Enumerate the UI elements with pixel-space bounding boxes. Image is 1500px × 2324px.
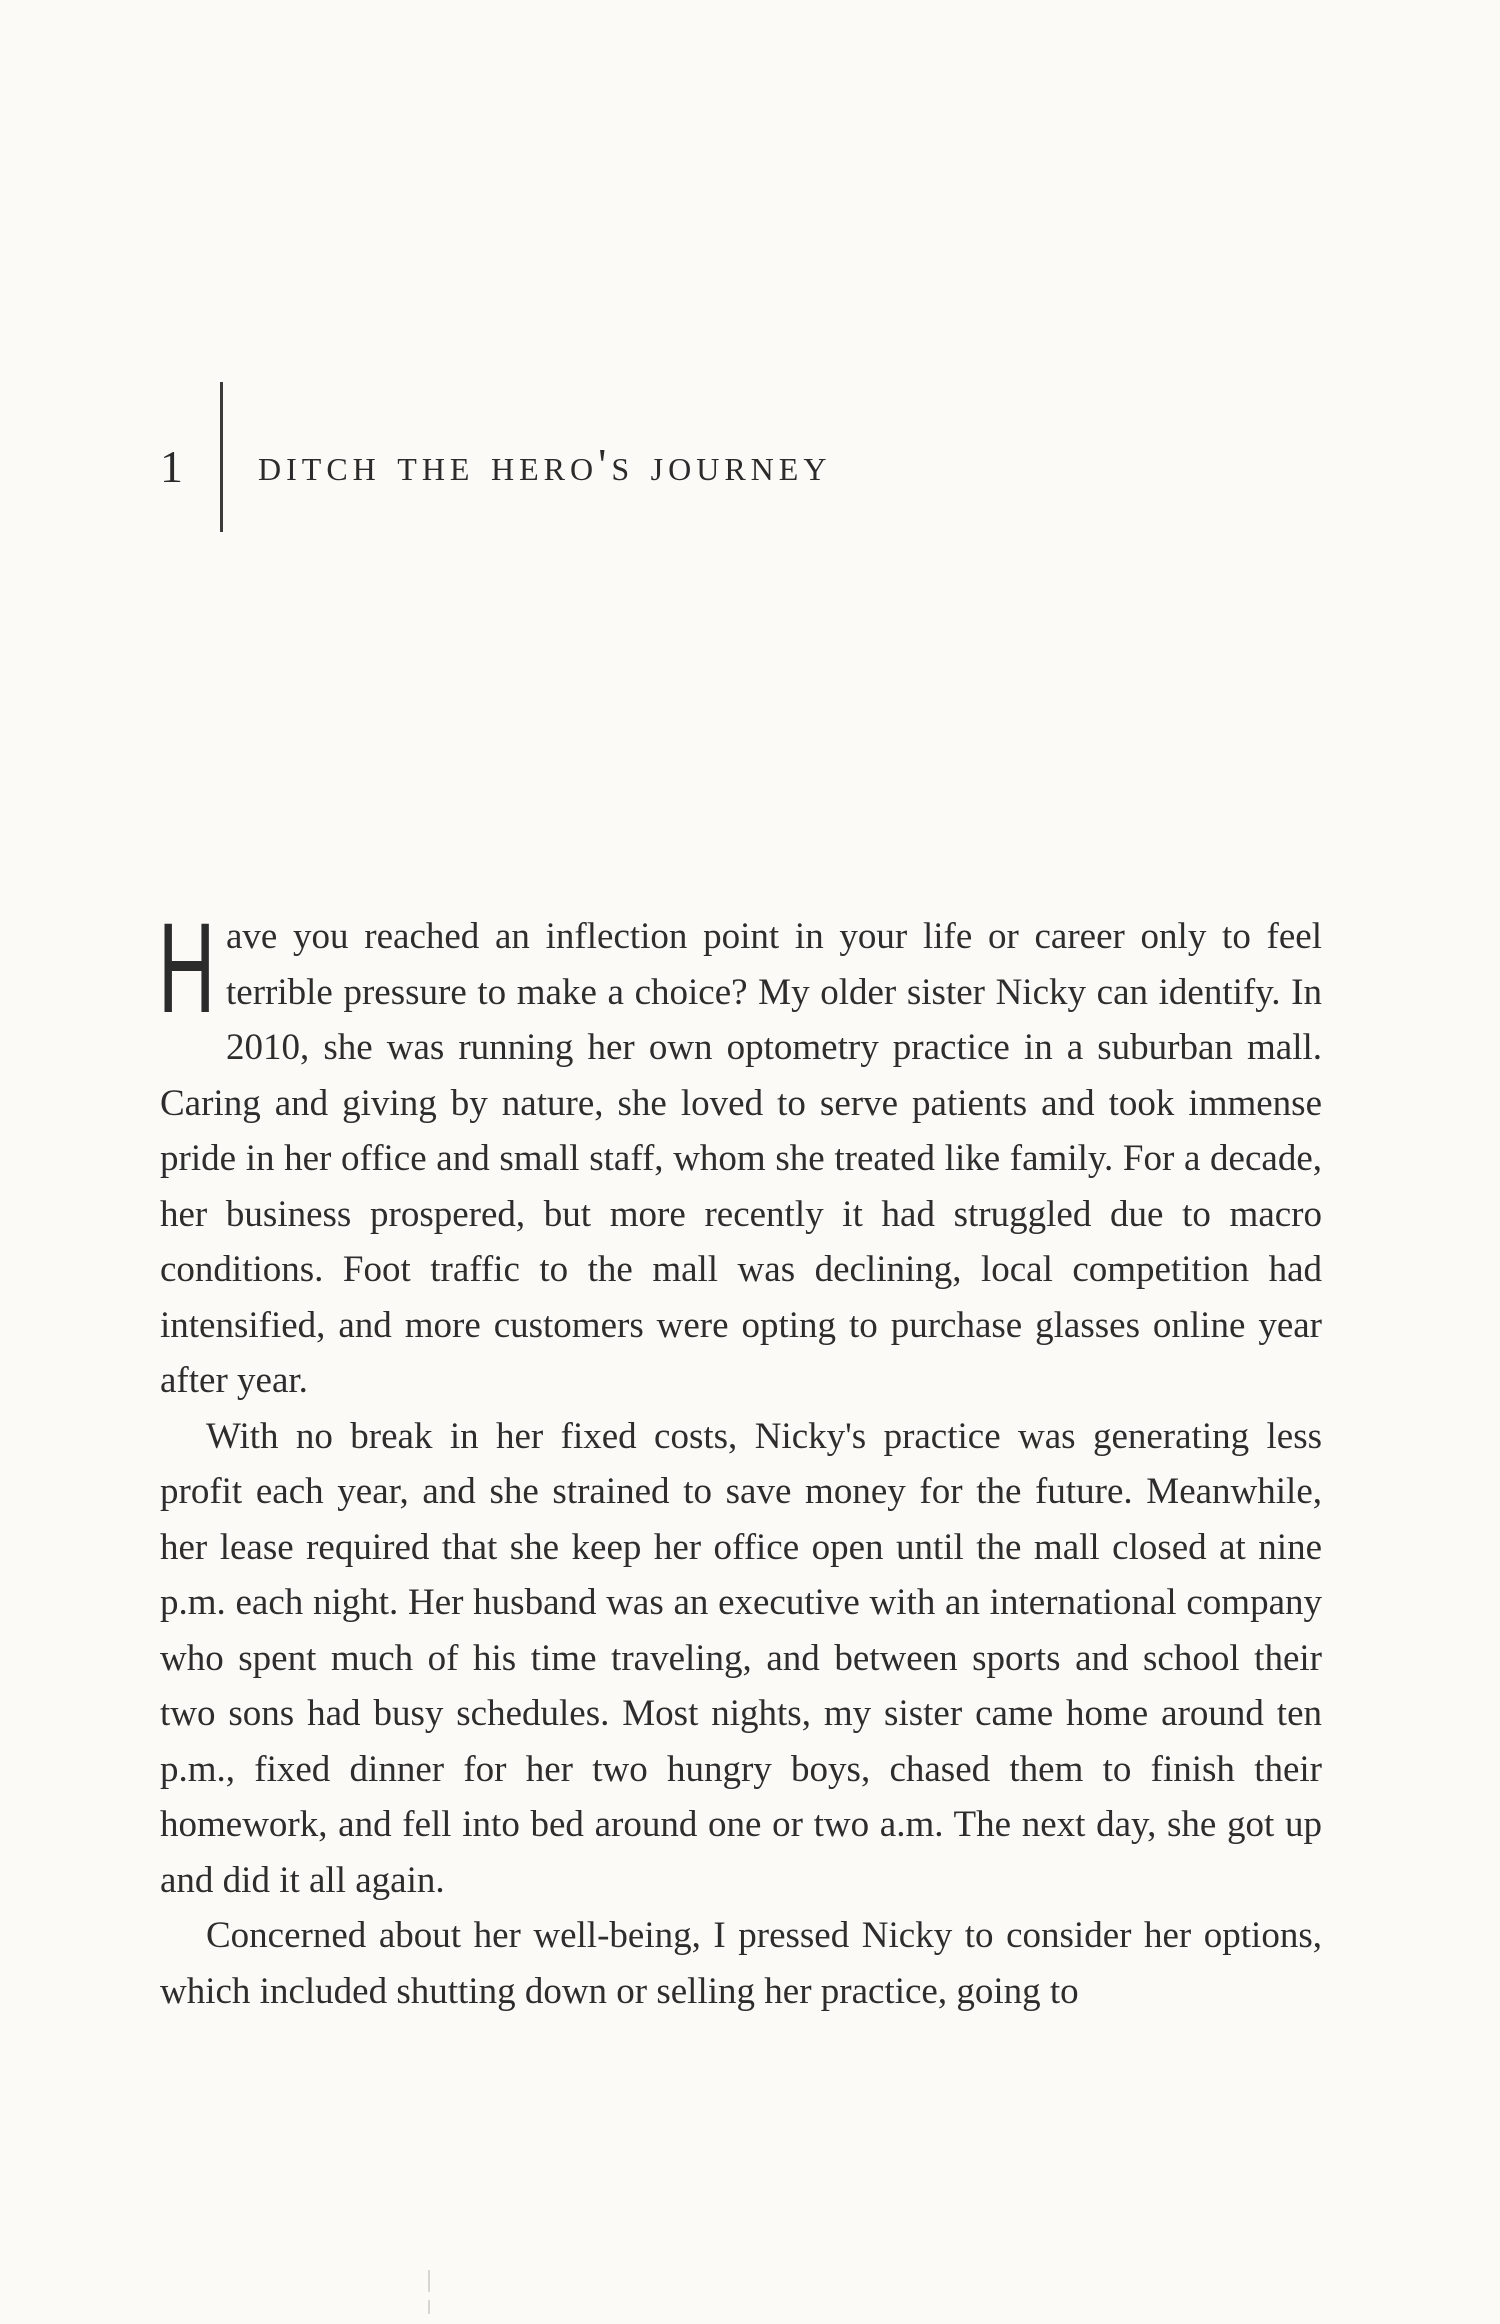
chapter-body-text bbox=[158, 897, 1322, 2019]
paragraph: With no break in her fixed costs, Nicky's practice was generating less profit each year, and she strained to save money for the future. Meanwhile, her lease required that she keep her office open until the mall closed at nine p.m. each night. Her husband was an executive with an international company who spent much of his time traveling, and between sports and school their two sons had busy schedules. Most nights, my sister came home around ten p.m., fixed dinner for her two hungry boys, chased them to finish their homework, and fell into bed around one or two a.m. The next day, she got up and did it all again. bbox=[160, 1415, 1322, 1901]
paragraph: Concerned about her well-being, I pressed Nicky to consider her options, which included shutting down or selling her practice, going to bbox=[160, 1915, 1322, 2012]
drop-cap: H bbox=[158, 897, 216, 1040]
paragraph bbox=[158, 897, 1322, 1409]
chapter-number: 1 bbox=[160, 441, 184, 492]
chapter-title: ditch the hero's journey bbox=[258, 439, 832, 490]
paragraph-text: ave you reached an inflection point in your life or career only to feel terrible pressure to make a choice? My older sister Nicky can identify. In 2010, she was running her own optometry practice in a suburban mall. Caring and giving by nature, she loved to serve patients and took immense pride in her office and small staff, whom she treated like family. For a decade, her business prospered, but more recently it had struggled due to macro conditions. Foot traffic to the mall was declining, local competition had intensified, and more customers were opting to purchase glasses online year after year. bbox=[160, 916, 1322, 1401]
chapter-divider-rule bbox=[220, 382, 223, 532]
chapter-heading bbox=[160, 382, 1360, 542]
scan-artifact-mark bbox=[428, 2270, 430, 2292]
scan-artifact-mark bbox=[428, 2300, 430, 2314]
